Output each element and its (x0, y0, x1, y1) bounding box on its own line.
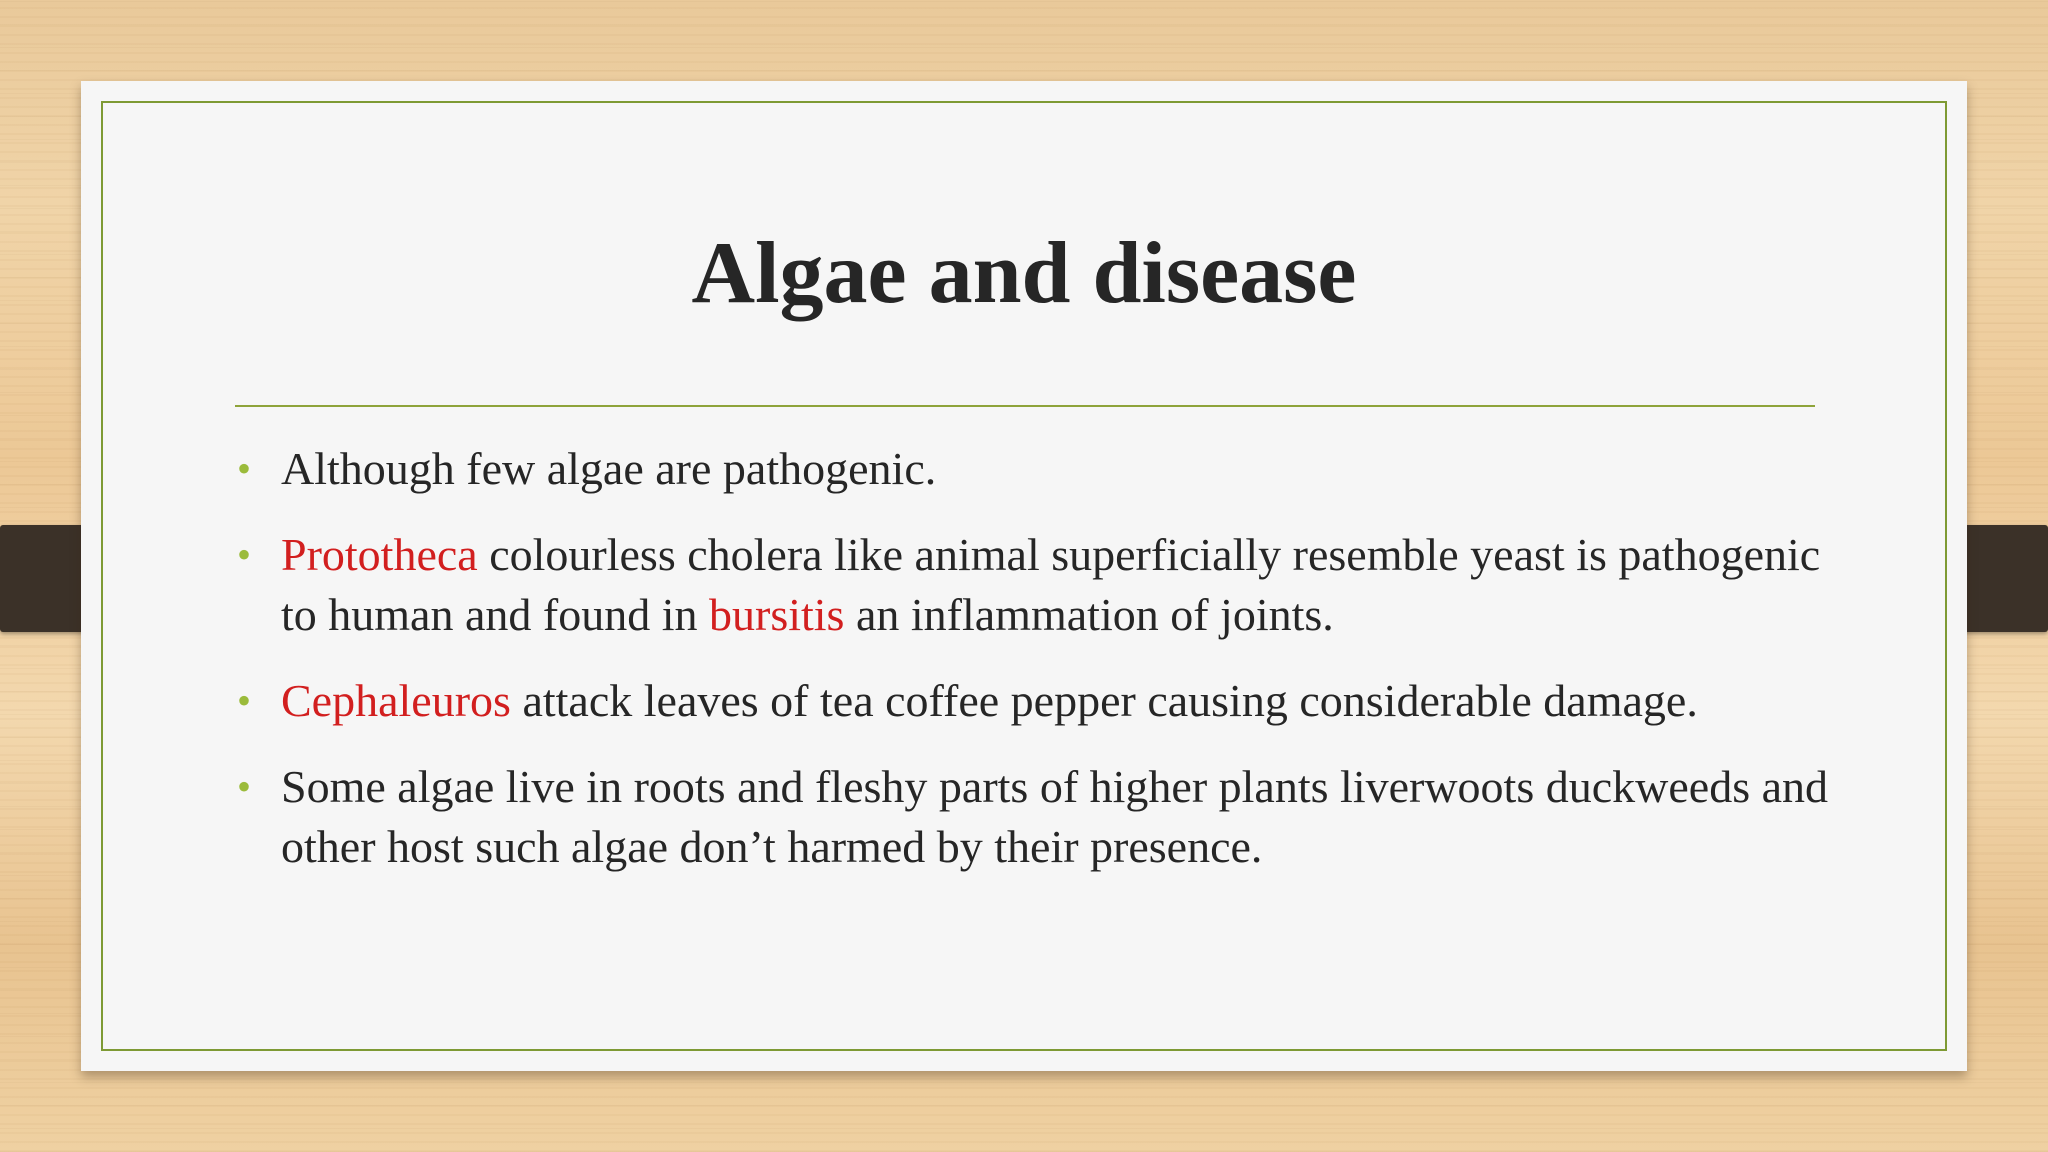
bullet-text: Although few algae are pathogenic. (281, 443, 937, 494)
title-divider (235, 405, 1815, 407)
slide (81, 81, 1967, 1071)
slide-title: Algae and disease (691, 225, 1357, 322)
bullet-text: Some algae live in roots and fleshy parts of higher plants liverwoots duckweeds and other host such algae don’t harmed by their presence. (281, 761, 1829, 872)
bullet-item (235, 439, 1855, 499)
highlight-term: Cephaleuros (281, 675, 511, 726)
bullet-dot-icon: • (237, 678, 252, 723)
highlight-term: bursitis (709, 589, 845, 640)
bullet-item (235, 757, 1855, 877)
highlight-term: Prototheca (281, 529, 478, 580)
bullet-item (235, 525, 1855, 645)
bullet-item (235, 671, 1855, 731)
bullet-text: colourless cholera like animal superficially resemble yeast is pathogenic to human and found in (281, 529, 1821, 640)
bullet-list (235, 439, 1855, 903)
bullet-text: attack leaves of tea coffee pepper causing considerable damage. (510, 675, 1698, 726)
bullet-dot-icon: • (237, 446, 252, 491)
bullet-text: an inflammation of joints. (844, 589, 1334, 640)
bullet-dot-icon: • (237, 532, 252, 577)
bullet-dot-icon: • (237, 764, 252, 809)
